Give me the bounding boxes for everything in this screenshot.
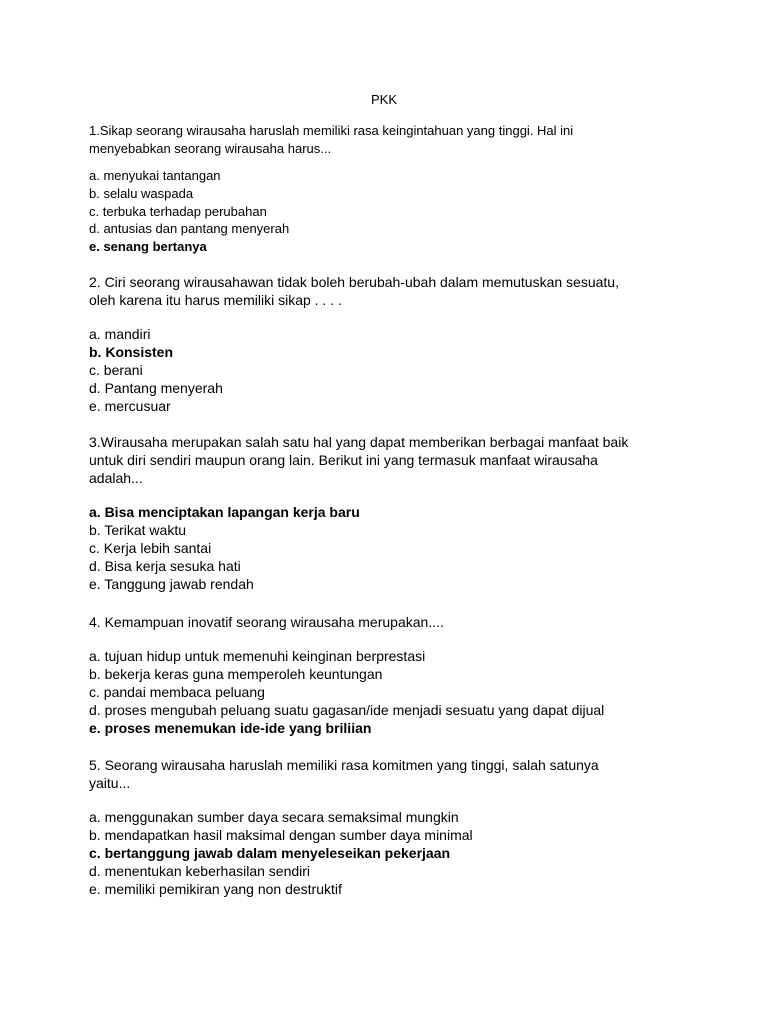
option-list — [89, 325, 689, 415]
question-stem: 1.Sikap seorang wirausaha haruslah memiliki rasa keingintahuan yang tinggi. Hal ini menyebabkan seorang wirausaha harus... — [89, 123, 574, 156]
question-4 — [89, 613, 689, 737]
question-1 — [89, 122, 689, 256]
question-stem: 4. Kemampuan inovatif seorang wirausaha merupakan.... — [89, 614, 444, 630]
option-d: d. antusias dan pantang menyerah — [89, 221, 290, 237]
option-a: a. mandiri — [89, 326, 151, 342]
option-d: d. proses mengubah peluang suatu gagasan/ide menjadi sesuatu yang dapat dijual — [89, 702, 605, 718]
option-d: d. Bisa kerja sesuka hati — [89, 558, 241, 574]
option-list — [89, 808, 689, 898]
option-e: e. mercusuar — [89, 398, 171, 414]
option-a: a. menyukai tantangan — [89, 168, 221, 183]
question-stem: 5. Seorang wirausaha haruslah memiliki rasa komitmen yang tinggi, salah satunya yaitu... — [89, 757, 599, 791]
option-a: a. menggunakan sumber daya secara semaksimal mungkin — [89, 809, 459, 825]
option-e: e. proses menemukan ide-ide yang briliian — [89, 720, 372, 736]
option-list — [89, 647, 689, 737]
option-c: c. pandai membaca peluang — [89, 684, 265, 700]
option-b: b. mendapatkan hasil maksimal dengan sumber daya minimal — [89, 827, 473, 843]
option-e: e. senang bertanya — [89, 239, 207, 254]
option-b: b. bekerja keras guna memperoleh keuntungan — [89, 666, 383, 682]
option-list — [89, 503, 689, 593]
option-d: d. menentukan keberhasilan sendiri — [89, 863, 311, 879]
option-b: b. selalu waspada — [89, 185, 194, 201]
question-2 — [89, 273, 689, 415]
option-a: a. tujuan hidup untuk memenuhi keinginan berprestasi — [89, 648, 426, 664]
option-list — [89, 167, 689, 256]
option-e: e. memiliki pemikiran yang non destruktif — [89, 881, 342, 897]
question-5 — [89, 756, 689, 898]
option-a: a. Bisa menciptakan lapangan kerja baru — [89, 504, 360, 520]
option-b: b. Konsisten — [89, 344, 174, 360]
option-d: d. Pantang menyerah — [89, 380, 223, 396]
question-stem: 2. Ciri seorang wirausahawan tidak boleh berubah-ubah dalam memutuskan sesuatu, oleh karena itu harus memiliki sikap . . . . — [89, 274, 619, 308]
option-c: c. berani — [89, 362, 143, 378]
option-c: c. bertanggung jawab dalam menyeleseikan pekerjaan — [89, 845, 451, 861]
option-c: c. Kerja lebih santai — [89, 540, 212, 556]
document-title: PKK — [370, 92, 397, 107]
option-e: e. Tanggung jawab rendah — [89, 576, 254, 592]
question-3 — [89, 433, 689, 593]
option-b: b. Terikat waktu — [89, 522, 187, 538]
question-stem: 3.Wirausaha merupakan salah satu hal yang dapat memberikan berbagai manfaat baik untuk diri sendiri maupun orang lain. Berikut ini yang termasuk manfaat wirausaha adalah... — [89, 434, 629, 486]
option-c: c. terbuka terhadap perubahan — [89, 203, 267, 219]
